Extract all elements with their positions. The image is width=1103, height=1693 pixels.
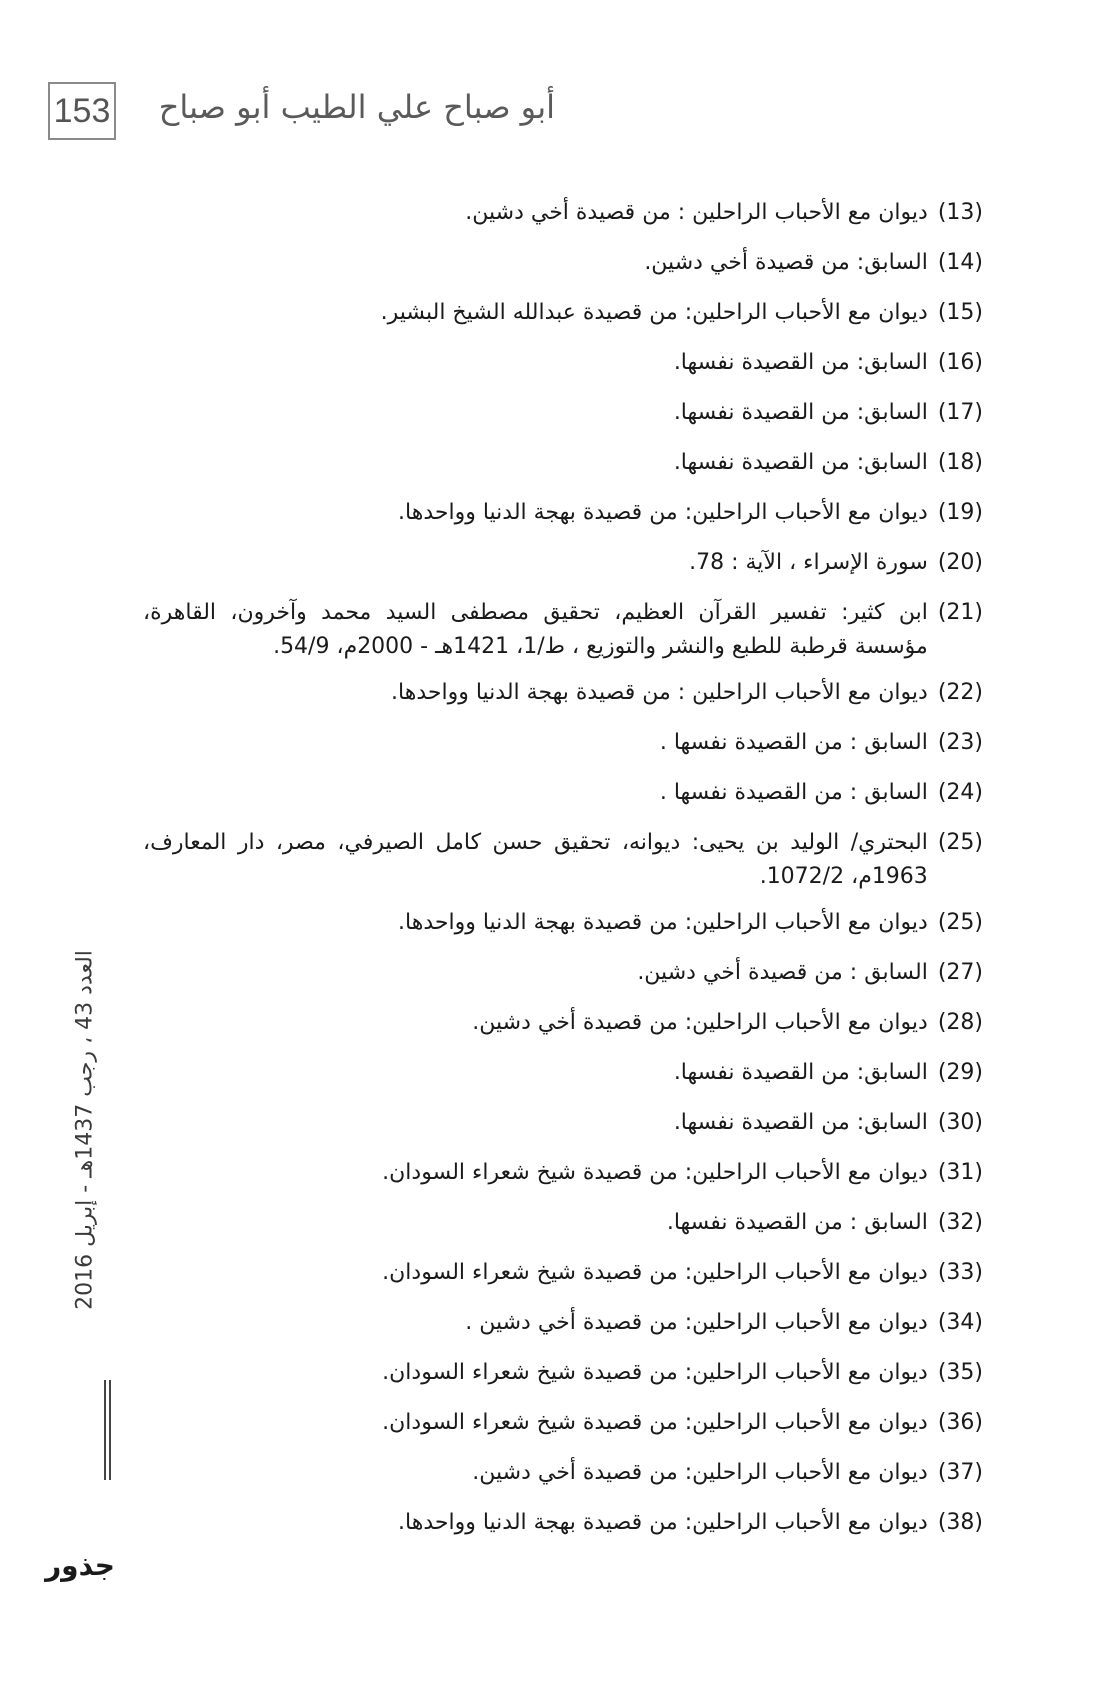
endnote-number: (34) (937, 1310, 983, 1335)
endnote-number: (36) (937, 1410, 983, 1435)
endnote-item (143, 1456, 983, 1490)
endnote-item (143, 546, 983, 580)
endnote-item (143, 246, 983, 280)
endnote-text: ديوان مع الأحباب الراحلين: من قصيدة شيخ شعراء السودان. (382, 1260, 928, 1285)
endnote-item (143, 396, 983, 430)
endnote-item (143, 446, 983, 480)
issue-info-vertical: العدد 43 ، رجب 1437هـ - إبريل 2016 (72, 950, 98, 1310)
endnote-number: (31) (937, 1160, 983, 1185)
running-header-title: أبو صباح علي الطيب أبو صباح (158, 88, 555, 126)
endnote-number: (30) (937, 1110, 983, 1135)
page-number: 153 (48, 82, 116, 140)
endnote-number: (28) (937, 1010, 983, 1035)
endnote-number: (22) (937, 680, 983, 705)
endnote-text: ديوان مع الأحباب الراحلين: من قصيدة عبدالله الشيخ البشير. (380, 300, 928, 325)
endnote-number: (32) (937, 1210, 983, 1235)
sidebar-rule (104, 1380, 106, 1480)
endnote-item (143, 196, 983, 230)
endnote-item (143, 496, 983, 530)
endnote-number: (18) (937, 450, 983, 475)
endnote-number: (15) (937, 300, 983, 325)
endnote-text: السابق: من القصيدة نفسها. (673, 400, 928, 425)
endnote-number: (38) (937, 1510, 983, 1535)
endnote-text: السابق : من قصيدة أخي دشين. (637, 960, 928, 985)
endnote-number: (29) (937, 1060, 983, 1085)
endnote-text: السابق: من القصيدة نفسها. (673, 350, 928, 375)
endnote-number: (21) (937, 600, 983, 625)
endnote-item (143, 1356, 983, 1390)
endnote-number: (17) (937, 400, 983, 425)
endnote-number: (27) (937, 960, 983, 985)
endnote-number: (16) (937, 350, 983, 375)
endnote-number: (37) (937, 1460, 983, 1485)
endnote-text: ديوان مع الأحباب الراحلين: من قصيدة بهجة الدنيا وواحدها. (398, 1510, 928, 1535)
endnote-item (143, 1506, 983, 1540)
endnote-text: ديوان مع الأحباب الراحلين: من قصيدة شيخ شعراء السودان. (382, 1410, 928, 1435)
endnote-item (143, 1306, 983, 1340)
endnote-item (143, 906, 983, 940)
endnote-number: (33) (937, 1260, 983, 1285)
endnote-text: السابق: من القصيدة نفسها. (673, 450, 928, 475)
endnote-text: ديوان مع الأحباب الراحلين: من قصيدة أخي دشين . (465, 1310, 928, 1335)
endnote-text: سورة الإسراء ، الآية : 78. (689, 550, 928, 575)
endnote-number: (13) (937, 200, 983, 225)
endnote-number: (25) (937, 830, 983, 855)
endnote-item (143, 1156, 983, 1190)
endnote-text: ديوان مع الأحباب الراحلين: من قصيدة أخي دشين. (472, 1010, 928, 1035)
endnote-text: البحتري/ الوليد بن يحيى: ديوانه، تحقيق حسن كامل الصيرفي، مصر، دار المعارف، 1963م، 1072/2. (143, 830, 928, 889)
endnote-text: السابق : من القصيدة نفسها. (666, 1210, 928, 1235)
endnote-item (143, 1406, 983, 1440)
endnote-text: ديوان مع الأحباب الراحلين: من قصيدة بهجة الدنيا وواحدها. (398, 910, 928, 935)
endnote-text: ديوان مع الأحباب الراحلين: من قصيدة بهجة الدنيا وواحدها. (398, 500, 928, 525)
endnote-item (143, 596, 983, 664)
endnote-text: ديوان مع الأحباب الراحلين: من قصيدة شيخ شعراء السودان. (382, 1160, 928, 1185)
endnote-number: (35) (937, 1360, 983, 1385)
endnote-item (143, 776, 983, 810)
endnote-number: (19) (937, 500, 983, 525)
endnote-number: (25) (937, 910, 983, 935)
endnote-text: السابق: من القصيدة نفسها. (673, 1110, 928, 1135)
endnote-text: ديوان مع الأحباب الراحلين : من قصيدة بهجة الدنيا وواحدها. (391, 680, 928, 705)
endnotes-list (143, 196, 983, 1556)
endnote-item (143, 956, 983, 990)
endnote-text: السابق : من القصيدة نفسها . (659, 730, 928, 755)
endnote-number: (24) (937, 780, 983, 805)
endnote-text: السابق: من القصيدة نفسها. (673, 1060, 928, 1085)
endnote-item (143, 296, 983, 330)
endnote-number: (23) (937, 730, 983, 755)
endnote-text: السابق : من القصيدة نفسها . (659, 780, 928, 805)
endnote-text: ابن كثير: تفسير القرآن العظيم، تحقيق مصطفى السيد محمد وآخرون، القاهرة، مؤسسة قرطبة للطبع والنشر والتوزيع ، ط/1، 1421هـ - 2000م، 54/9. (143, 600, 928, 659)
endnote-item (143, 826, 983, 894)
endnote-item (143, 676, 983, 710)
endnote-text: ديوان مع الأحباب الراحلين: من قصيدة شيخ شعراء السودان. (382, 1360, 928, 1385)
endnote-item (143, 346, 983, 380)
sidebar-rule (109, 1380, 111, 1480)
endnote-text: ديوان مع الأحباب الراحلين: من قصيدة أخي دشين. (472, 1460, 928, 1485)
endnote-item (143, 1106, 983, 1140)
endnote-text: ديوان مع الأحباب الراحلين : من قصيدة أخي دشين. (465, 200, 928, 225)
endnote-number: (20) (937, 550, 983, 575)
endnote-number: (14) (937, 250, 983, 275)
endnote-item (143, 726, 983, 760)
endnote-item (143, 1206, 983, 1240)
endnote-item (143, 1006, 983, 1040)
endnote-item (143, 1056, 983, 1090)
journal-logo: جذور (45, 1548, 115, 1582)
endnote-text: السابق: من قصيدة أخي دشين. (644, 250, 928, 275)
endnote-item (143, 1256, 983, 1290)
